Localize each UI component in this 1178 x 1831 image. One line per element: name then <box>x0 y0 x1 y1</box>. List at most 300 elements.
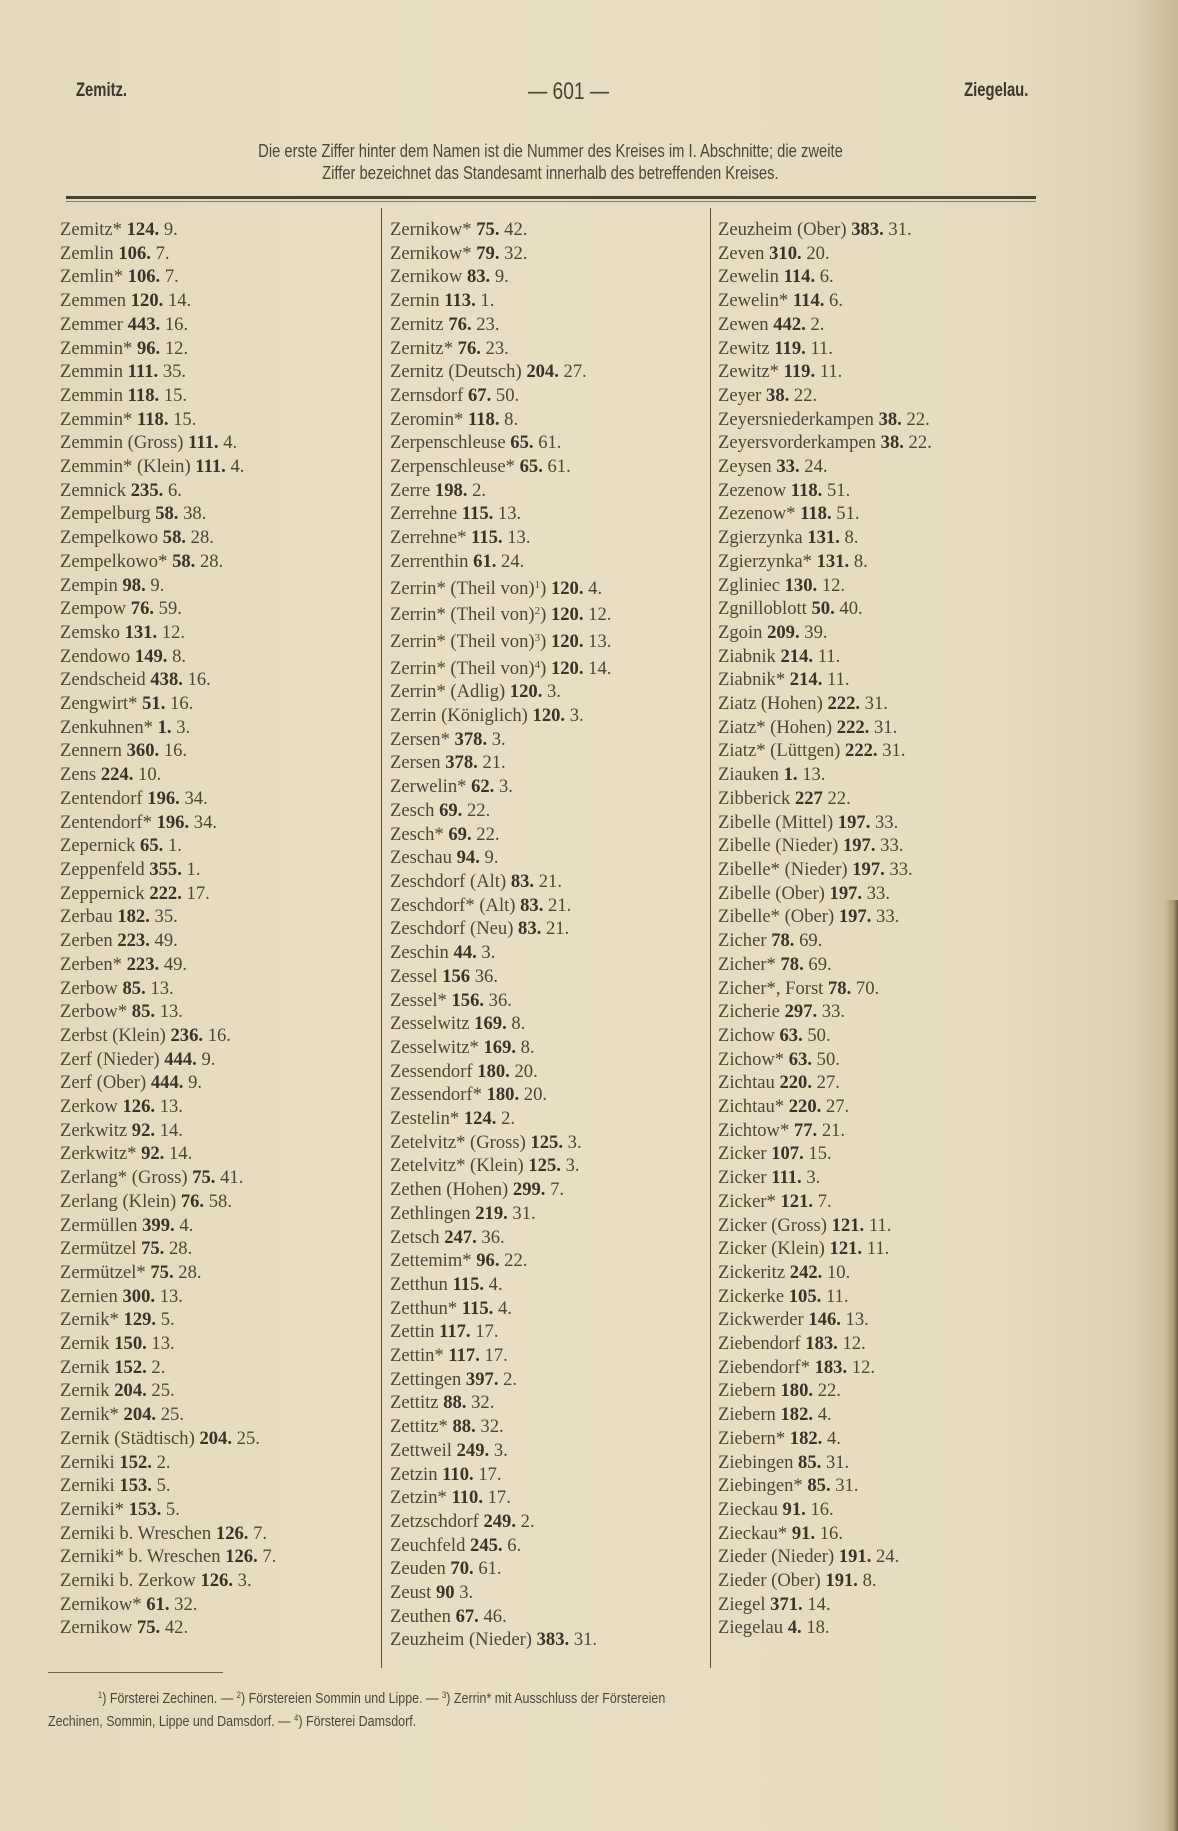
index-entry <box>390 1628 611 1652</box>
index-entry <box>390 526 611 550</box>
place-name: Zgierzynka <box>718 527 803 549</box>
place-name: Zerrehne* <box>390 527 467 549</box>
index-entry <box>60 977 276 1001</box>
footnote-text: Förstereien Sommin und Lippe. — <box>245 1691 442 1707</box>
index-entry <box>718 787 932 811</box>
standesamt-number: 35. <box>154 906 178 928</box>
index-entry <box>390 870 611 894</box>
kreis-number: 94. <box>456 847 480 869</box>
kreis-number: 169. <box>483 1036 517 1058</box>
place-name: Zessel* <box>390 989 447 1011</box>
standesamt-number: 14. <box>807 1593 831 1615</box>
index-entry <box>60 1569 276 1593</box>
place-name: Zerrenthin <box>390 550 469 572</box>
kreis-number: 115. <box>461 503 494 525</box>
standesamt-number: 41. <box>220 1167 244 1189</box>
kreis-number: 444. <box>164 1048 197 1070</box>
index-entry <box>718 905 932 929</box>
standesamt-number: 32. <box>480 1416 504 1438</box>
place-name: Zerbow* <box>60 1001 128 1023</box>
index-entry <box>718 1261 932 1285</box>
kreis-number: 106. <box>127 266 161 288</box>
index-entry <box>60 360 276 384</box>
kreis-number: 75. <box>476 219 500 240</box>
place-name: Zernikow* <box>390 242 472 264</box>
place-name: Zezenow* <box>718 503 796 525</box>
place-name: Zichow* <box>718 1048 785 1070</box>
running-head-first-entry: Zemitz. <box>76 80 128 101</box>
standesamt-number: 36. <box>488 989 512 1011</box>
standesamt-number: 69. <box>808 953 832 975</box>
index-entry <box>718 313 932 337</box>
index-entry <box>390 218 611 242</box>
footnote-text: Försterei Zechinen. — <box>106 1691 237 1707</box>
index-entry <box>60 1356 276 1380</box>
header-rule-thick <box>66 196 1036 199</box>
place-name: Zicker <box>718 1143 767 1165</box>
kreis-number: 115. <box>461 1297 494 1319</box>
index-entry <box>718 1048 932 1072</box>
index-entry <box>718 763 932 787</box>
standesamt-number: 8. <box>844 527 859 549</box>
kreis-number: 124. <box>463 1108 497 1130</box>
standesamt-number: 11. <box>827 669 850 691</box>
place-name: Zeschdorf (Alt) <box>390 870 507 892</box>
kreis-number: 245. <box>470 1534 503 1556</box>
place-name: Zicher*, Forst <box>718 977 824 999</box>
standesamt-number: 16. <box>207 1024 231 1046</box>
place-name: Zenkuhnen* <box>60 716 153 738</box>
kreis-number: 38. <box>766 384 790 406</box>
kreis-number: 98. <box>122 574 146 596</box>
standesamt-number: 22. <box>817 1380 841 1402</box>
index-entry <box>718 716 932 740</box>
footnote-text: Zechinen, Sommin, Lippe und Damsdorf. — <box>48 1714 295 1730</box>
standesamt-number: 15. <box>173 408 197 430</box>
place-name: Zerrin* (Adlig) <box>390 681 506 703</box>
standesamt-number: 18. <box>806 1617 830 1639</box>
kreis-number: 114. <box>783 266 816 288</box>
place-name: Zeschdorf (Neu) <box>390 918 514 940</box>
kreis-number: 247. <box>444 1226 477 1248</box>
standesamt-number: 11. <box>817 645 841 667</box>
place-name: Zettin <box>390 1321 435 1343</box>
index-entry <box>60 811 276 835</box>
index-entry <box>718 597 932 621</box>
place-name: Zempow <box>60 598 127 620</box>
standesamt-number: 24. <box>501 550 525 572</box>
place-name: Zennern <box>60 740 122 762</box>
place-name: Zerkwitz <box>60 1119 128 1141</box>
kreis-number: 67. <box>455 1605 479 1627</box>
kreis-number: 119. <box>783 361 816 383</box>
standesamt-number: 7. <box>253 1522 268 1544</box>
standesamt-number: 11. <box>819 361 843 383</box>
place-name: Zerf (Ober) <box>60 1072 147 1094</box>
place-name: Zessel <box>390 965 438 987</box>
standesamt-number: 13. <box>150 977 174 999</box>
standesamt-number: 42. <box>164 1617 189 1639</box>
footnote-ref: 4 <box>534 658 541 671</box>
running-head-last-entry: Ziegelau. <box>963 80 1028 101</box>
index-entry <box>60 384 276 408</box>
standesamt-number: 25. <box>151 1380 175 1402</box>
standesamt-number: 34. <box>184 787 208 809</box>
kreis-number: 310. <box>769 242 802 264</box>
index-entry <box>60 1095 276 1119</box>
index-entry <box>718 1403 932 1427</box>
index-entry <box>60 1308 276 1332</box>
footnote-line-1: $^1$) Försterei Zechinen. — $^2$) Förstereien Sommin und Lippe. — $^3$) Zerrin* mit Ausschluss der Förstereien <box>97 1690 666 1707</box>
kreis-number: 91. <box>791 1522 816 1544</box>
kreis-number: 78. <box>780 953 804 975</box>
kreis-number: 38. <box>878 408 902 430</box>
standesamt-number: 8. <box>511 1013 526 1035</box>
standesamt-number: 31. <box>573 1629 598 1651</box>
running-head <box>68 78 1028 114</box>
place-name: Zesch* <box>390 823 444 845</box>
kreis-number: 69. <box>448 823 472 845</box>
kreis-number: 124. <box>126 219 160 240</box>
kreis-number: 85. <box>798 1451 822 1473</box>
index-entry <box>60 1071 276 1095</box>
kreis-number: 300. <box>122 1285 156 1307</box>
index-entry <box>60 1119 276 1143</box>
kreis-number: 113. <box>444 290 476 312</box>
place-name: Zibelle (Nieder) <box>718 835 839 857</box>
index-entry <box>60 692 276 716</box>
footnote-line-2: Zechinen, Sommin, Lippe und Damsdorf. — $^4$) Försterei Damsdorf. <box>48 1713 417 1730</box>
index-entry <box>60 455 276 479</box>
index-entry <box>390 1605 611 1629</box>
kreis-number: 115. <box>452 1273 485 1295</box>
kreis-number: 198. <box>434 479 468 501</box>
standesamt-number: 4. <box>817 1404 832 1426</box>
kreis-number: 182. <box>789 1427 823 1449</box>
footnote-text: Försterei Damsdorf. <box>302 1714 417 1730</box>
index-entry <box>390 384 611 408</box>
standesamt-number: 8. <box>172 645 187 667</box>
index-entry: Zerrin* (Theil von)$^4$) 120. 14. <box>390 657 612 679</box>
standesamt-number: 11. <box>866 1238 890 1260</box>
standesamt-number: 42. <box>504 219 528 240</box>
kreis-number: 76. <box>130 598 155 620</box>
place-name: Ziebern <box>718 1380 776 1402</box>
place-name: Ziebern <box>718 1404 776 1426</box>
place-name: Zicker (Klein) <box>718 1238 825 1260</box>
index-entry <box>390 1344 611 1368</box>
standesamt-number: 3. <box>481 942 496 964</box>
standesamt-number: 6. <box>167 479 182 501</box>
place-name: Zemnick <box>60 479 127 501</box>
kreis-number: 183. <box>805 1333 838 1355</box>
kreis-number: 44. <box>453 942 477 964</box>
kreis-number: 383. <box>851 219 884 240</box>
index-entry <box>718 1166 932 1190</box>
place-name: Zengwirt* <box>60 693 138 715</box>
standesamt-number: 39. <box>804 621 828 643</box>
index-entry <box>60 1616 276 1640</box>
index-entry <box>60 1166 276 1190</box>
kreis-number: 383. <box>536 1629 570 1651</box>
kreis-number: 75. <box>136 1617 161 1639</box>
standesamt-number: 24. <box>804 456 828 478</box>
index-entry <box>718 265 932 289</box>
place-name: Zepernick <box>60 835 136 857</box>
place-name: Zicher* <box>718 953 776 975</box>
kreis-number: 120. <box>550 604 584 626</box>
kreis-number: 180. <box>486 1084 520 1106</box>
standesamt-number: 16. <box>810 1498 834 1520</box>
footnote-marker: 3 <box>441 1690 447 1700</box>
standesamt-number: 13. <box>497 503 522 525</box>
kreis-number: 249. <box>483 1510 516 1532</box>
place-name: Zerbow <box>60 977 118 999</box>
index-entry <box>718 1190 932 1214</box>
place-name: Ziatz* (Hohen) <box>718 716 833 738</box>
place-name: Zibberick <box>718 787 791 809</box>
standesamt-number: 34. <box>193 811 218 833</box>
index-entry <box>390 989 611 1013</box>
place-name: Zerniki b. Zerkow <box>60 1570 196 1592</box>
standesamt-number: 8. <box>520 1036 535 1058</box>
place-name: Zetzin <box>390 1463 438 1485</box>
kreis-number: 197. <box>852 858 885 880</box>
standesamt-number: 8. <box>862 1570 877 1592</box>
index-entry <box>60 905 276 929</box>
index-entry <box>390 846 611 870</box>
standesamt-number: 31. <box>864 693 888 715</box>
place-name: Zicker <box>718 1167 767 1189</box>
standesamt-number: 33. <box>889 858 913 880</box>
place-name: Zemmin <box>60 384 123 406</box>
kreis-number: 88. <box>443 1392 467 1414</box>
footnote-ref: 3 <box>534 631 541 644</box>
kreis-number: 360. <box>126 740 160 762</box>
standesamt-number: 7. <box>262 1546 277 1568</box>
index-entry <box>718 1308 932 1332</box>
kreis-number: 156. <box>451 989 485 1011</box>
place-name: Zendscheid <box>60 669 146 691</box>
standesamt-number: 61. <box>547 456 571 478</box>
place-name: Zerrin (Königlich) <box>390 705 528 727</box>
kreis-number: 85. <box>131 1001 156 1023</box>
place-name: Zichow <box>718 1024 775 1046</box>
kreis-number: 65. <box>510 432 534 454</box>
index-entry <box>718 882 932 906</box>
standesamt-number: 22. <box>908 432 932 454</box>
standesamt-number: 46. <box>483 1605 507 1627</box>
standesamt-number: 22. <box>476 823 500 845</box>
index-entry <box>390 1083 611 1107</box>
kreis-number: 75. <box>150 1261 174 1283</box>
standesamt-number: 20. <box>523 1084 548 1106</box>
standesamt-number: 31. <box>873 716 898 738</box>
place-name: Zibelle* (Ober) <box>718 906 835 928</box>
kreis-number: 196. <box>156 811 190 833</box>
standesamt-number: 13. <box>151 1333 175 1355</box>
place-name: Zempelkowo <box>60 527 159 549</box>
place-name: Zerrehne <box>390 503 458 525</box>
standesamt-number: 13. <box>507 527 531 549</box>
place-name: Zeyer <box>718 384 762 406</box>
place-name: Zemsko <box>60 621 120 643</box>
index-entry <box>718 1569 932 1593</box>
index-entry <box>60 1593 276 1617</box>
standesamt-number: 28. <box>168 1238 193 1260</box>
index-entry <box>60 1190 276 1214</box>
kreis-number: 191. <box>838 1546 872 1568</box>
kreis-number: 65. <box>140 835 164 857</box>
index-entry <box>390 704 611 728</box>
standesamt-number: 2. <box>472 479 487 501</box>
index-entry <box>390 941 611 965</box>
standesamt-number: 17. <box>186 882 210 904</box>
place-name: Zermüllen <box>60 1214 138 1236</box>
standesamt-number: 50. <box>807 1024 831 1046</box>
kreis-number: 204. <box>123 1404 157 1426</box>
place-name: Zemmin (Gross) <box>60 432 184 454</box>
place-name: Zettweil <box>390 1439 452 1461</box>
kreis-number: 58. <box>155 503 179 525</box>
index-entry <box>60 953 276 977</box>
standesamt-number: 4. <box>179 1214 194 1236</box>
kreis-number: 219. <box>475 1202 508 1224</box>
kreis-number: 197. <box>837 811 871 833</box>
kreis-number: 150. <box>114 1333 147 1355</box>
place-name: Zendowo <box>60 645 131 667</box>
index-entry <box>390 1107 611 1131</box>
place-name: Ziebingen* <box>718 1475 803 1497</box>
place-name: Zieder (Nieder) <box>718 1546 835 1568</box>
kreis-number: 96. <box>136 337 161 359</box>
page-edge-shadow <box>1164 900 1178 1831</box>
place-name: Zessendorf* <box>390 1084 482 1106</box>
standesamt-number: 3. <box>806 1167 821 1189</box>
kreis-number: 378. <box>445 752 478 774</box>
kreis-number: 115. <box>471 527 503 549</box>
place-name: Zempin <box>60 574 118 596</box>
index-entry <box>390 1463 611 1487</box>
standesamt-number: 16. <box>164 313 189 335</box>
index-entry <box>60 479 276 503</box>
kreis-number: 1. <box>783 764 798 786</box>
place-name: Zerben <box>60 930 113 952</box>
index-entry <box>718 1616 932 1640</box>
footnote-text: Zerrin* mit Ausschluss der Förstereien <box>450 1691 666 1707</box>
place-name: Zettitz <box>390 1392 439 1414</box>
kreis-number: 76. <box>180 1190 205 1212</box>
kreis-number: 222. <box>845 740 878 762</box>
kreis-number: 224. <box>100 764 134 786</box>
kreis-number: 1. <box>157 716 172 738</box>
index-entry <box>390 502 611 526</box>
standesamt-number: 21. <box>482 752 506 774</box>
standesamt-number: 23. <box>476 313 500 335</box>
place-name: Zerniki <box>60 1451 115 1473</box>
standesamt-number: 4. <box>230 456 245 478</box>
kreis-number: 223. <box>126 953 160 975</box>
index-entry <box>60 597 276 621</box>
standesamt-number: 20. <box>514 1060 538 1082</box>
place-name: Zeschdorf* (Alt) <box>390 894 516 916</box>
kreis-number: 182. <box>780 1404 814 1426</box>
kreis-number: 121. <box>831 1214 865 1236</box>
standesamt-number: 22. <box>793 384 818 406</box>
kreis-number: 111. <box>771 1167 802 1189</box>
kreis-number: 444. <box>150 1072 184 1094</box>
kreis-number: 299. <box>512 1179 546 1201</box>
kreis-number: 355. <box>149 858 182 880</box>
standesamt-number: 13. <box>845 1309 869 1331</box>
standesamt-number: 4. <box>588 577 603 599</box>
kreis-number: 371. <box>770 1593 803 1615</box>
standesamt-number: 28. <box>190 527 214 549</box>
index-column-3 <box>718 218 932 1640</box>
kreis-number: 65. <box>519 456 543 478</box>
index-entry <box>718 1332 932 1356</box>
index-entry <box>718 739 932 763</box>
kreis-number: 153. <box>128 1498 162 1520</box>
kreis-number: 131. <box>816 550 850 572</box>
kreis-number: 118. <box>136 408 169 430</box>
standesamt-number: 1. <box>480 290 495 312</box>
kreis-number: 214. <box>780 645 814 667</box>
standesamt-number: 9. <box>201 1048 216 1070</box>
standesamt-number: 33. <box>866 882 890 904</box>
standesamt-number: 35. <box>162 361 187 383</box>
standesamt-number: 69. <box>799 930 823 952</box>
kreis-number: 58. <box>162 527 187 549</box>
standesamt-number: 24. <box>876 1546 900 1568</box>
index-entry <box>718 526 932 550</box>
kreis-number: 110. <box>442 1463 474 1485</box>
kreis-number: 88. <box>452 1416 476 1438</box>
kreis-number: 63. <box>779 1024 803 1046</box>
index-entry <box>390 1036 611 1060</box>
standesamt-number: 17. <box>475 1321 499 1343</box>
index-entry <box>718 574 932 598</box>
index-entry <box>390 479 611 503</box>
footnote-marker: 2 <box>236 1690 241 1700</box>
index-entry <box>718 1451 932 1475</box>
standesamt-number: 31. <box>825 1451 850 1473</box>
index-entry <box>60 550 276 574</box>
standesamt-number: 10. <box>138 764 162 786</box>
place-name: Zeven <box>718 242 765 264</box>
place-name: Zettitz* <box>390 1416 448 1438</box>
kreis-number: 153. <box>119 1475 152 1497</box>
kreis-number: 297. <box>784 1001 818 1023</box>
kreis-number: 126. <box>122 1096 156 1118</box>
kreis-number: 235. <box>130 479 164 501</box>
place-name: Zemitz* <box>60 219 122 240</box>
kreis-number: 242. <box>789 1261 823 1283</box>
place-name: Zerlang (Klein) <box>60 1190 177 1212</box>
place-name: Zerrin* (Theil von) <box>390 657 535 679</box>
index-entry <box>60 265 276 289</box>
kreis-number: 77. <box>793 1119 818 1141</box>
standesamt-number: 3. <box>565 1155 580 1177</box>
kreis-number: 63. <box>788 1048 813 1070</box>
place-name: Zeromin* <box>390 408 464 430</box>
place-name: Zibelle (Ober) <box>718 882 825 904</box>
intro-line-2: Ziffer bezeichnet das Standesamt innerhalb des betreffenden Kreises. <box>321 163 779 183</box>
index-entry <box>718 360 932 384</box>
kreis-number: 125. <box>528 1155 561 1177</box>
place-name: Zerwelin* <box>390 776 467 798</box>
kreis-number: 120. <box>509 681 543 703</box>
